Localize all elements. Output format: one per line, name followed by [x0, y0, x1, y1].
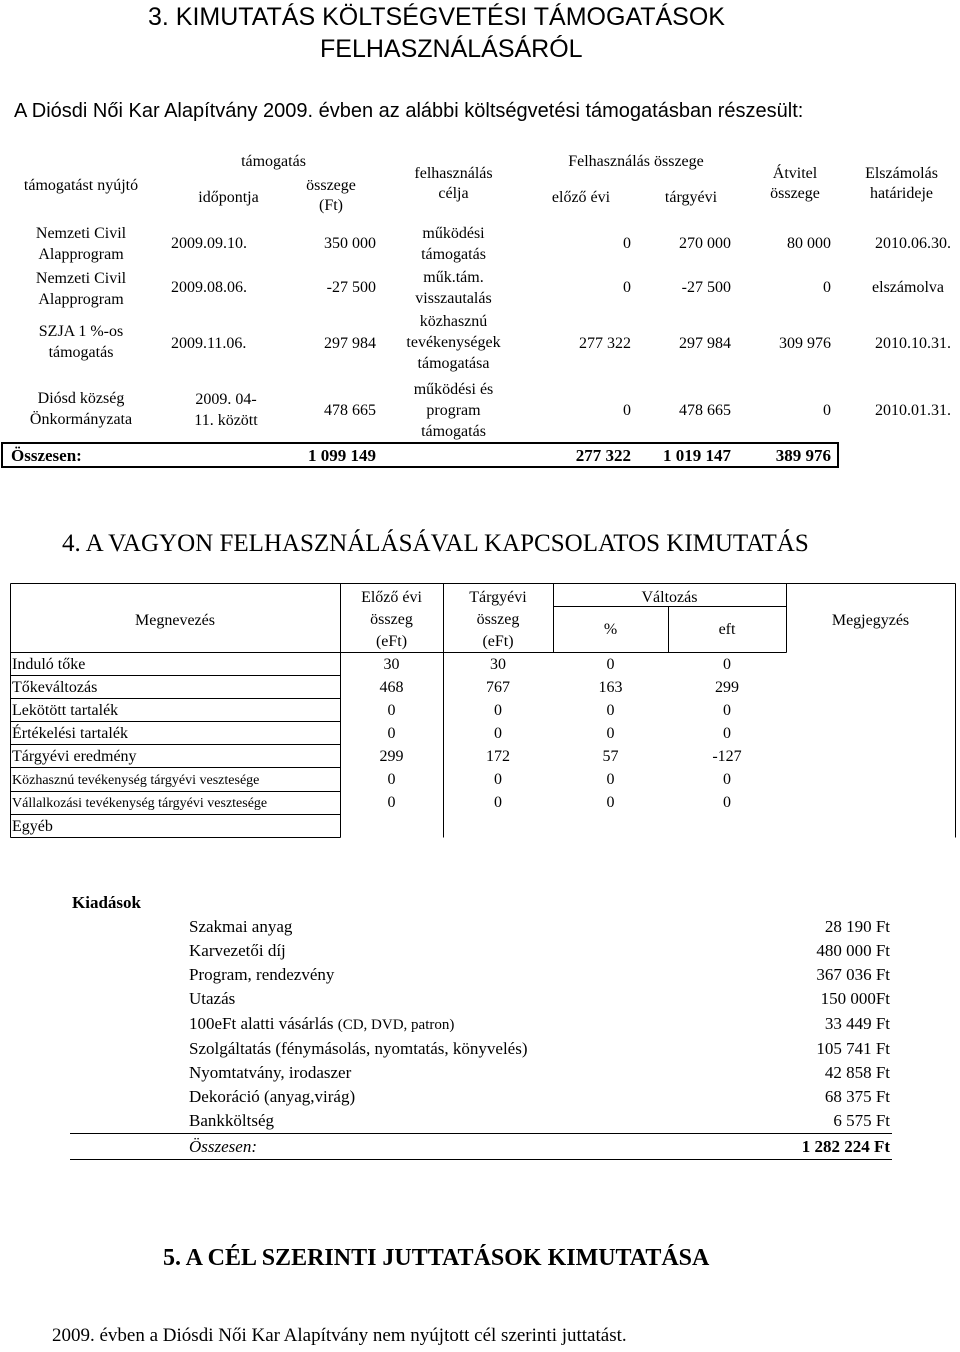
purpose-line3: támogatása: [417, 355, 490, 372]
usage-prev: 0: [623, 402, 631, 419]
header-usage: Felhasználás összege: [568, 153, 704, 170]
header-amount-2: (Ft): [319, 197, 343, 214]
purpose-line1: műk.tám.: [423, 269, 484, 286]
row-name: Vállalkozási tevékenység tárgyévi vesztesége: [12, 796, 268, 811]
total-current: 1 019 147: [663, 446, 731, 465]
header-prev-1: Előző évi: [361, 589, 422, 606]
header-deadline-1: Elszámolás: [865, 165, 938, 182]
row-eft: 0: [723, 771, 731, 788]
grant-date: 2009.11.06.: [171, 335, 247, 352]
row-pct: 57: [602, 748, 619, 765]
section3-title-line1: 3. KIMUTATÁS KÖLTSÉGVETÉSI TÁMOGATÁSOK: [148, 3, 725, 31]
expenses-total-value: 1 282 224 Ft: [801, 1137, 890, 1156]
provider-line2: Alapprogram: [38, 291, 124, 308]
transfer-amount: 80 000: [787, 235, 831, 252]
row-name: Értékelési tartalék: [12, 725, 128, 742]
section5-text: 2009. évben a Diósdi Női Kar Alapítvány nem nyújtott cél szerinti juttatást.: [52, 1325, 627, 1346]
expense-label: Nyomtatvány, irodaszer: [189, 1063, 352, 1082]
grant-date: 2009.09.10.: [171, 235, 247, 252]
transfer-amount: 0: [823, 279, 831, 296]
row-pct: 0: [606, 771, 615, 788]
row-cur: 0: [494, 794, 502, 811]
section5-title: 5. A CÉL SZERINTI JUTTATÁSOK KIMUTATÁSA: [163, 1245, 710, 1271]
header-amount-1: összege: [306, 177, 356, 194]
purpose-line1: közhasznú: [419, 313, 488, 330]
row-prev: 468: [379, 679, 404, 696]
provider-line1: Nemzeti Civil: [35, 270, 127, 287]
row-cur: 172: [486, 748, 510, 765]
row-name: Közhasznú tevékenység tárgyévi vesztesége: [12, 773, 260, 788]
header-eft: eft: [718, 621, 736, 638]
header-transfer-2: összege: [770, 185, 820, 202]
provider-line2: Alapprogram: [38, 246, 124, 263]
header-date: időpontja: [198, 189, 259, 206]
total-prev: 277 322: [575, 446, 631, 465]
deadline: elszámolva: [872, 279, 944, 296]
expense-label: Dekoráció (anyag,virág): [189, 1087, 356, 1106]
header-cur-1: Tárgyévi: [469, 589, 527, 606]
row-pct: 163: [598, 679, 623, 696]
expense-label: Bankköltség: [189, 1111, 274, 1130]
row-prev: 0: [387, 771, 396, 788]
expense-value: 42 858 Ft: [824, 1063, 890, 1082]
usage-current: 270 000: [679, 235, 731, 252]
expenses-title: Kiadások: [72, 893, 141, 912]
header-purpose-2: célja: [438, 185, 469, 202]
header-cur-3: (eFt): [482, 633, 514, 650]
expense-value: 367 036 Ft: [816, 965, 890, 984]
expense-label: Szakmai anyag: [189, 917, 293, 936]
assets-table: [0, 583, 960, 843]
purpose-line1: működési és: [413, 381, 494, 398]
grant-amount: -27 500: [326, 279, 376, 296]
header-deadline-2: határideje: [869, 185, 934, 202]
row-prev: 30: [383, 656, 400, 673]
grant-date-line1: 2009. 04-: [195, 391, 257, 408]
expenses-total-label: Összesen:: [189, 1137, 257, 1156]
grant-amount: 350 000: [324, 235, 376, 252]
header-purpose-1: felhasználás: [414, 165, 493, 182]
grants-table: [1, 150, 959, 468]
row-cur: 0: [494, 771, 502, 788]
expense-label: Szolgáltatás (fénymásolás, nyomtatás, könyvelés): [189, 1039, 528, 1058]
purpose-line2: tevékenységek: [406, 334, 501, 351]
row-eft: 0: [723, 794, 731, 811]
row-prev: 0: [387, 702, 396, 719]
expense-value: 480 000 Ft: [816, 941, 890, 960]
provider-line1: SZJA 1 %-os: [38, 323, 124, 340]
row-pct: 0: [606, 725, 615, 742]
purpose-line3: támogatás: [421, 423, 486, 440]
row-name: Tárgyévi eredmény: [12, 748, 137, 765]
provider-line2: támogatás: [48, 344, 114, 361]
expense-value: 105 741 Ft: [816, 1039, 890, 1058]
row-name: Induló tőke: [12, 656, 86, 673]
section4-title: 4. A VAGYON FELHASZNÁLÁSÁVAL KAPCSOLATOS KIMUTATÁS: [62, 530, 809, 557]
row-eft: 299: [715, 679, 739, 696]
row-pct: 0: [606, 794, 615, 811]
header-transfer-1: Átvitel: [772, 165, 818, 182]
expenses-bottom-rule: [70, 1159, 892, 1160]
header-pct: %: [603, 621, 618, 638]
total-left-rule: [1, 442, 3, 468]
row-prev: 299: [379, 748, 404, 765]
header-cur-2: összeg: [476, 611, 520, 628]
usage-prev: 277 322: [579, 335, 631, 352]
row-eft: 0: [723, 725, 731, 742]
total-top-rule: [1, 442, 839, 444]
section3-intro: A Diósdi Női Kar Alapítvány 2009. évben az alábbi költségvetési támogatásban részesült:: [14, 100, 804, 122]
header-change: Változás: [641, 589, 698, 606]
deadline: 2010.01.31.: [875, 402, 951, 419]
grant-amount: 478 665: [324, 402, 376, 419]
expense-note: (CD, DVD, patron): [337, 1017, 455, 1033]
usage-prev: 0: [623, 235, 631, 252]
section3-title-line2: FELHASZNÁLÁSÁRÓL: [320, 35, 583, 63]
header-provider: támogatást nyújtó: [23, 177, 139, 194]
header-grant: támogatás: [241, 153, 306, 170]
total-right-rule: [837, 442, 839, 468]
usage-current: 297 984: [679, 335, 731, 352]
total-amount: 1 099 149: [308, 446, 376, 465]
grant-date-line2: 11. között: [194, 412, 258, 429]
total-transfer: 389 976: [775, 446, 831, 465]
total-bottom-rule: [1, 466, 839, 468]
purpose-line2: program: [426, 402, 481, 419]
purpose-line1: működési: [422, 225, 485, 242]
row-pct: 0: [606, 702, 615, 719]
row-name: Egyéb: [12, 818, 53, 835]
row-cur: 30: [490, 656, 506, 673]
header-prev-2: összeg: [370, 611, 413, 628]
expense-label-row: [189, 1014, 454, 1035]
header-name: Megnevezés: [135, 612, 215, 629]
row-prev: 0: [387, 725, 396, 742]
row-eft: 0: [723, 702, 731, 719]
row-eft: -127: [712, 748, 742, 765]
header-prev-3: (eFt): [375, 633, 408, 650]
expense-value: 150 000Ft: [820, 989, 890, 1008]
usage-current: 478 665: [679, 402, 731, 419]
expense-value: 6 575 Ft: [833, 1111, 890, 1130]
header-current: tárgyévi: [664, 189, 718, 206]
provider-line1: Nemzeti Civil: [35, 225, 127, 242]
expense-label: Utazás: [189, 989, 236, 1008]
expense-label: Program, rendezvény: [189, 965, 335, 984]
expense-label: Karvezetői díj: [189, 941, 286, 960]
deadline: 2010.10.31.: [875, 335, 951, 352]
purpose-line2: támogatás: [421, 246, 486, 263]
row-cur: 0: [494, 725, 502, 742]
transfer-amount: 0: [823, 402, 831, 419]
header-prev: előző évi: [551, 189, 611, 206]
expense-label: 100eFt alatti vásárlás: [189, 1014, 334, 1033]
row-name: Tőkeváltozás: [12, 679, 98, 696]
row-eft: 0: [723, 656, 731, 673]
transfer-amount: 309 976: [779, 335, 831, 352]
row-pct: 0: [606, 656, 615, 673]
row-cur: 0: [494, 702, 502, 719]
row-name: Lekötött tartalék: [12, 702, 119, 719]
provider-line1: Diósd község: [37, 390, 125, 407]
purpose-line2: visszautalás: [415, 290, 492, 307]
deadline: 2010.06.30.: [875, 235, 951, 252]
expense-value: 28 190 Ft: [824, 917, 890, 936]
row-cur: 767: [486, 679, 510, 696]
header-note: Megjegyzés: [831, 612, 910, 629]
usage-current: -27 500: [681, 279, 731, 296]
expense-value: 33 449 Ft: [824, 1014, 890, 1033]
expenses-total-rule: [70, 1133, 892, 1134]
usage-prev: 0: [623, 279, 631, 296]
grant-amount: 297 984: [324, 335, 376, 352]
row-prev: 0: [387, 794, 396, 811]
grant-date: 2009.08.06.: [171, 279, 247, 296]
provider-line2: Önkormányzata: [29, 411, 133, 428]
total-label: Összesen:: [11, 446, 82, 465]
expense-value: 68 375 Ft: [824, 1087, 890, 1106]
